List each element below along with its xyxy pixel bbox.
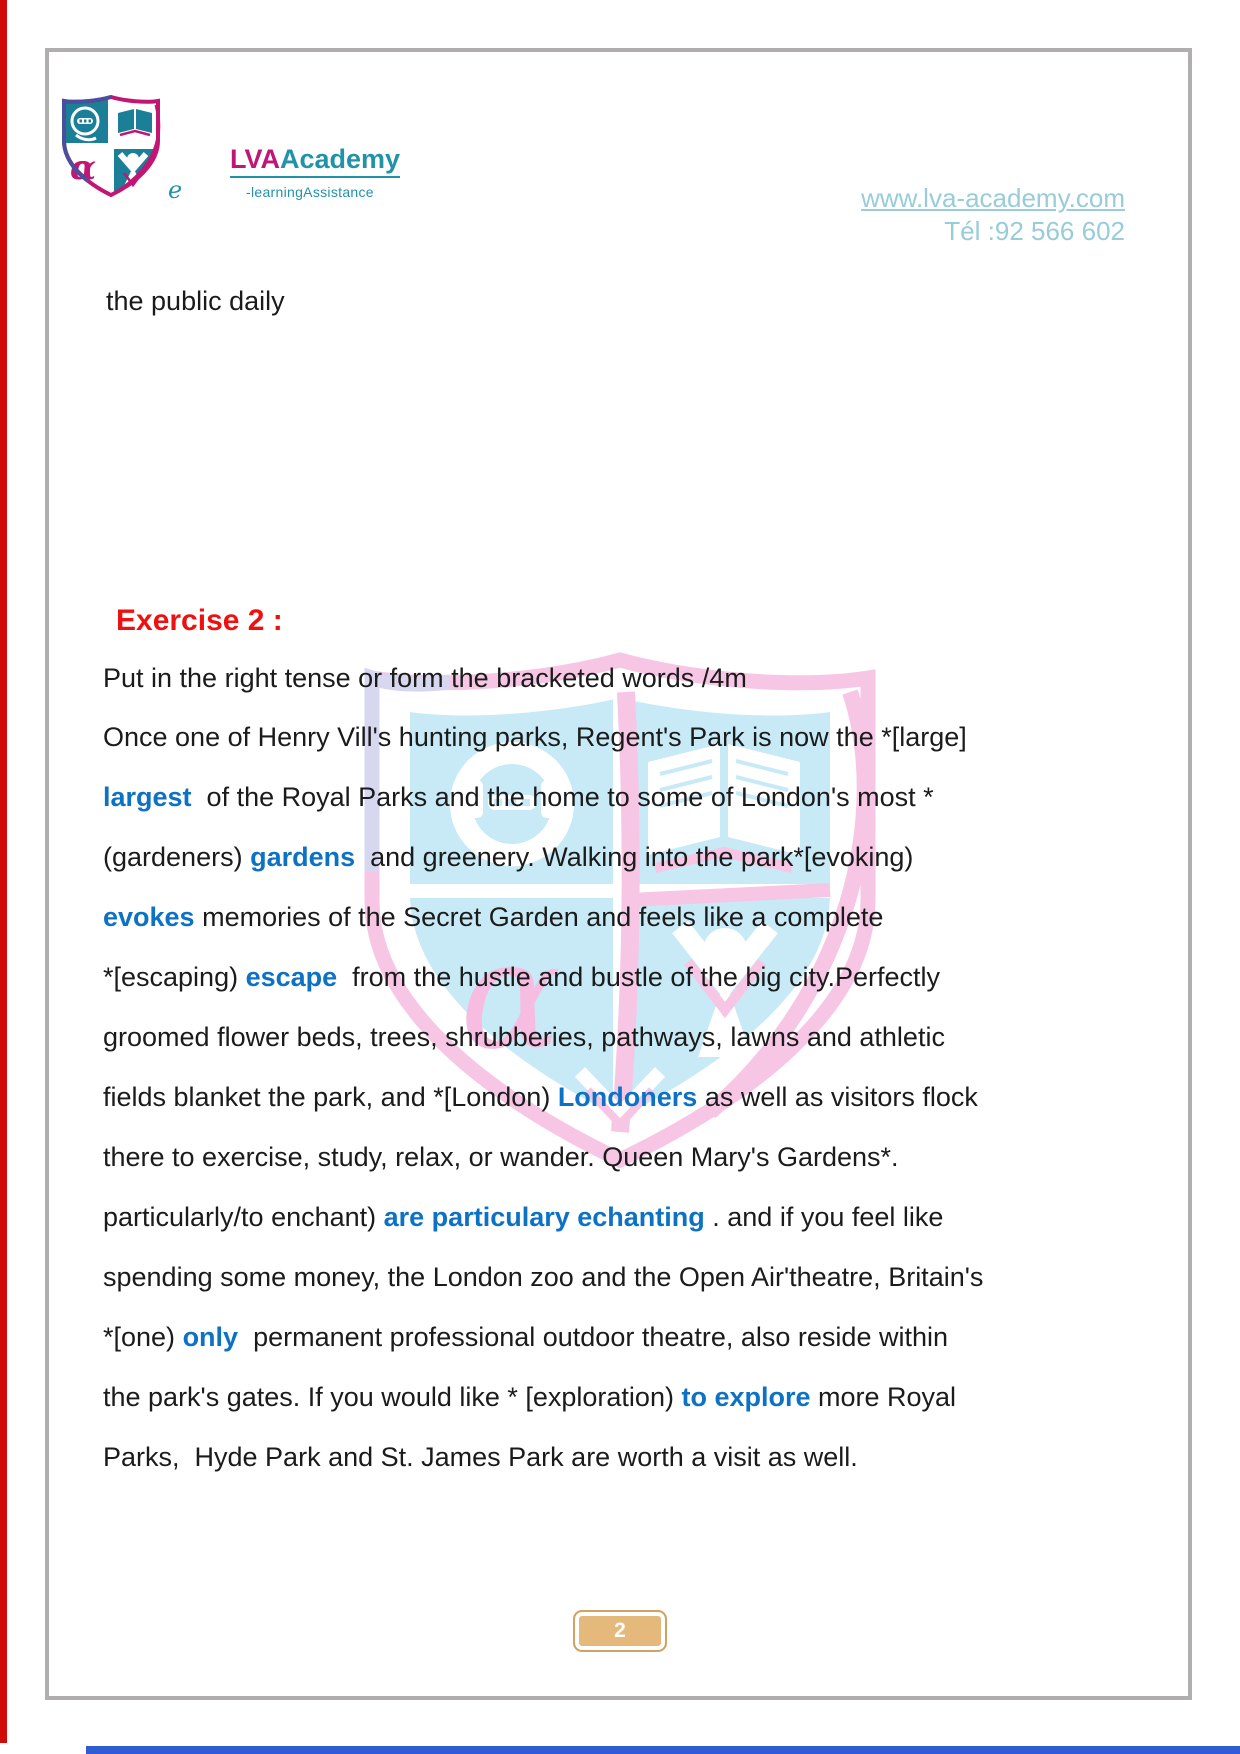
paragraph-text: fields blanket the park, and *[London) xyxy=(103,1082,558,1112)
answer-word: are particulary echanting xyxy=(383,1202,705,1232)
paragraph-text: and greenery. Walking into the park*[evoking) xyxy=(355,842,914,872)
page-number: 2 xyxy=(614,1619,626,1642)
paragraph-text: spending some money, the London zoo and the Open Air'theatre, Britain's xyxy=(103,1262,984,1292)
paragraph-text: Once one of Henry Vill's hunting parks, Regent's Park is now the *[large] xyxy=(103,722,967,752)
paragraph-line xyxy=(103,827,1113,887)
paragraph-text: more Royal xyxy=(810,1382,957,1412)
paragraph-line xyxy=(103,1247,1113,1307)
paragraph-text: *[escaping) xyxy=(103,962,246,992)
paragraph-text: memories of the Secret Garden and feels like a complete xyxy=(194,902,884,932)
paragraph-text: (gardeners) xyxy=(103,842,251,872)
paragraph-line xyxy=(103,1187,1113,1247)
answer-word: evokes xyxy=(103,902,195,932)
paragraph-line xyxy=(103,767,1113,827)
paragraph-text: *[one) xyxy=(103,1322,183,1352)
paragraph-text: . and if you feel like xyxy=(704,1202,944,1232)
website-link[interactable]: www.lva-academy.com xyxy=(861,183,1125,213)
logo-alpha-icon: α xyxy=(70,148,97,188)
paragraph-text: there to exercise, study, relax, or wander. Queen Mary's Gardens*. xyxy=(103,1142,899,1172)
paragraph-line xyxy=(103,1067,1113,1127)
exercise-title: Exercise 2 : xyxy=(116,604,283,637)
paragraph-text: of the Royal Parks and the home to some of London's most * xyxy=(191,782,934,812)
answer-word: only xyxy=(182,1322,239,1352)
paragraph-text: groomed flower beds, trees, shrubberies, pathways, lawns and athletic xyxy=(103,1022,945,1052)
exercise-paragraph xyxy=(103,707,1113,1487)
brand-lockup xyxy=(230,144,400,178)
phone-number: Tél :92 566 602 xyxy=(944,216,1125,246)
paragraph-line xyxy=(103,1427,1113,1487)
paragraph-text: from the hustle and bustle of the big city.Perfectly xyxy=(337,962,940,992)
paragraph-text: particularly/to enchant) xyxy=(103,1202,384,1232)
watermark-alpha-icon: α xyxy=(460,909,562,1083)
paragraph-line xyxy=(103,1127,1113,1187)
logo-shield-icon xyxy=(56,90,166,202)
bottom-edge-strip xyxy=(86,1746,1240,1754)
paragraph-line xyxy=(103,1007,1113,1067)
paragraph-line xyxy=(103,707,1113,767)
paragraph-text: Parks, Hyde Park and St. James Park are worth a visit as well. xyxy=(103,1442,858,1472)
contact-block xyxy=(861,182,1125,248)
brand-e: e xyxy=(168,176,183,204)
left-edge-strip xyxy=(0,0,7,1743)
paragraph-text: permanent professional outdoor theatre, also reside within xyxy=(238,1322,948,1352)
paragraph-line xyxy=(103,947,1113,1007)
exercise-instruction: Put in the right tense or form the bracketed words /4m xyxy=(103,663,747,693)
brand-tagline: -learningAssistance xyxy=(246,184,374,200)
brand-lva: LVA xyxy=(230,144,280,174)
answer-word: largest xyxy=(103,782,192,812)
intro-text: the public daily xyxy=(106,286,285,316)
brand-academy: Academy xyxy=(280,144,401,174)
answer-word: gardens xyxy=(250,842,356,872)
paragraph-text: as well as visitors flock xyxy=(697,1082,978,1112)
answer-word: Londoners xyxy=(557,1082,698,1112)
answer-word: to explore xyxy=(681,1382,811,1412)
paragraph-line xyxy=(103,1367,1113,1427)
paragraph-line xyxy=(103,1307,1113,1367)
paragraph-line xyxy=(103,887,1113,947)
answer-word: escape xyxy=(245,962,338,992)
paragraph-text: the park's gates. If you would like * [exploration) xyxy=(103,1382,682,1412)
page-number-box xyxy=(573,1610,667,1652)
